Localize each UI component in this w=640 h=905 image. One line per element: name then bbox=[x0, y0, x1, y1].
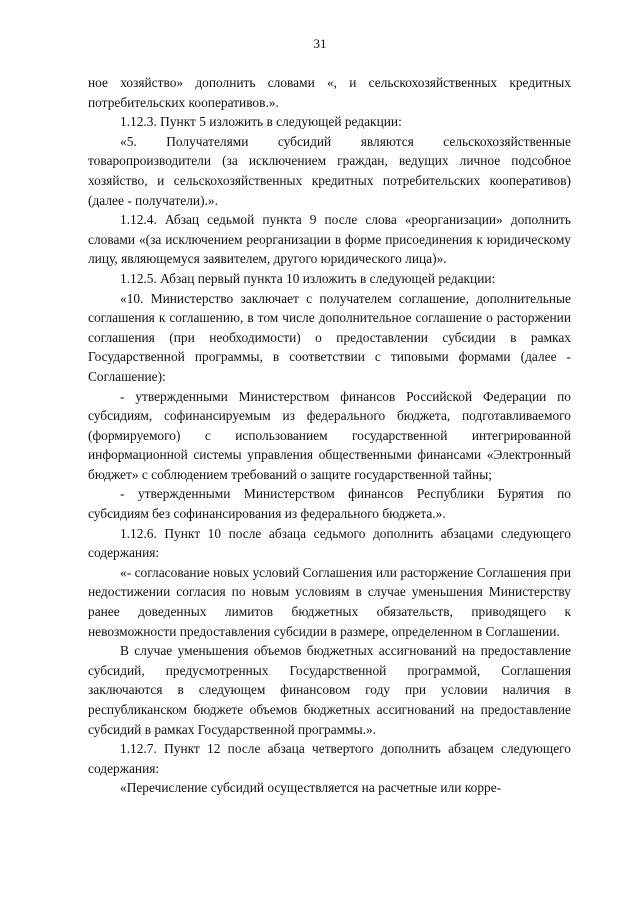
paragraph-1-12-6: 1.12.6. Пункт 10 после абзаца седьмого дополнить абзацами следующего содержания: bbox=[88, 525, 571, 561]
paragraph-point-10: «10. Министерство заключает с получателем соглашение, дополнительные соглашения к соглашению, в том числе дополнительное соглашение о расторжении соглашения (при необходимости) о предоставлении субсидии в рамках Государственной программы, в соответствии с типовыми формами (далее - Соглашение): bbox=[88, 290, 571, 384]
paragraph-continuation: ное хозяйство» дополнить словами «, и сельскохозяйственных кредитных потребительских кооперативов.». bbox=[88, 75, 571, 110]
paragraph-list-item-federal: - утвержденными Министерством финансов Российской Федерации по субсидиям, софинансируемым из федерального бюджета, подготавливаемого (формируемого) с использованием государственной интегрированной информационной системы управления общественными финансами «Электронный бюджет» с соблюдением требований о защите государственной тайны; bbox=[88, 388, 571, 482]
paragraph-list-item-republic: - утвержденными Министерством финансов Республики Бурятия по субсидиям без софинансирования из федерального бюджета.». bbox=[88, 486, 571, 522]
paragraph-transfer-subsidies: «Перечисление субсидий осуществляется на расчетные или корре- bbox=[120, 780, 502, 796]
page-number: 31 bbox=[313, 36, 327, 51]
paragraph-1-12-3: 1.12.3. Пункт 5 изложить в следующей редакции: bbox=[120, 114, 402, 130]
paragraph-agreement-terms: «- согласование новых условий Соглашения или расторжение Соглашения при недостижении согласия по новым условиям в случае уменьшения Министерству ранее доведенных лимитов бюджетных обязательств, приводящего к невозможности предоставления субсидии в размере, определенном в Соглашении. bbox=[88, 564, 571, 639]
paragraph-1-12-5: 1.12.5. Абзац первый пункта 10 изложить в следующей редакции: bbox=[120, 270, 496, 286]
paragraph-1-12-7: 1.12.7. Пункт 12 после абзаца четвертого дополнить абзацем следующего содержания: bbox=[88, 741, 571, 776]
paragraph-1-12-4: 1.12.4. Абзац седьмой пункта 9 после слова «реорганизации» дополнить словами «(за исключением реорганизации в форме присоединения к юридическому лицу, являющемуся заявителем, другого юридического лица)». bbox=[88, 212, 571, 267]
paragraph-point-5: «5. Получателями субсидий являются сельскохозяйственные товаропроизводители (за исключением граждан, ведущих личное подсобное хозяйство, и сельскохозяйственных кредитных потребительских кооперативов) (далее - получатели).». bbox=[88, 133, 571, 208]
document-body bbox=[88, 73, 571, 798]
paragraph-budget-reduction: В случае уменьшения объемов бюджетных ассигнований на предоставление субсидий, предусмотренных Государственной программой, Соглашения заключаются в следующем финансовом году при условии наличия в республиканском бюджете объемов бюджетных ассигнований на предоставление субсидий в рамках Государственной программы.». bbox=[88, 643, 571, 737]
